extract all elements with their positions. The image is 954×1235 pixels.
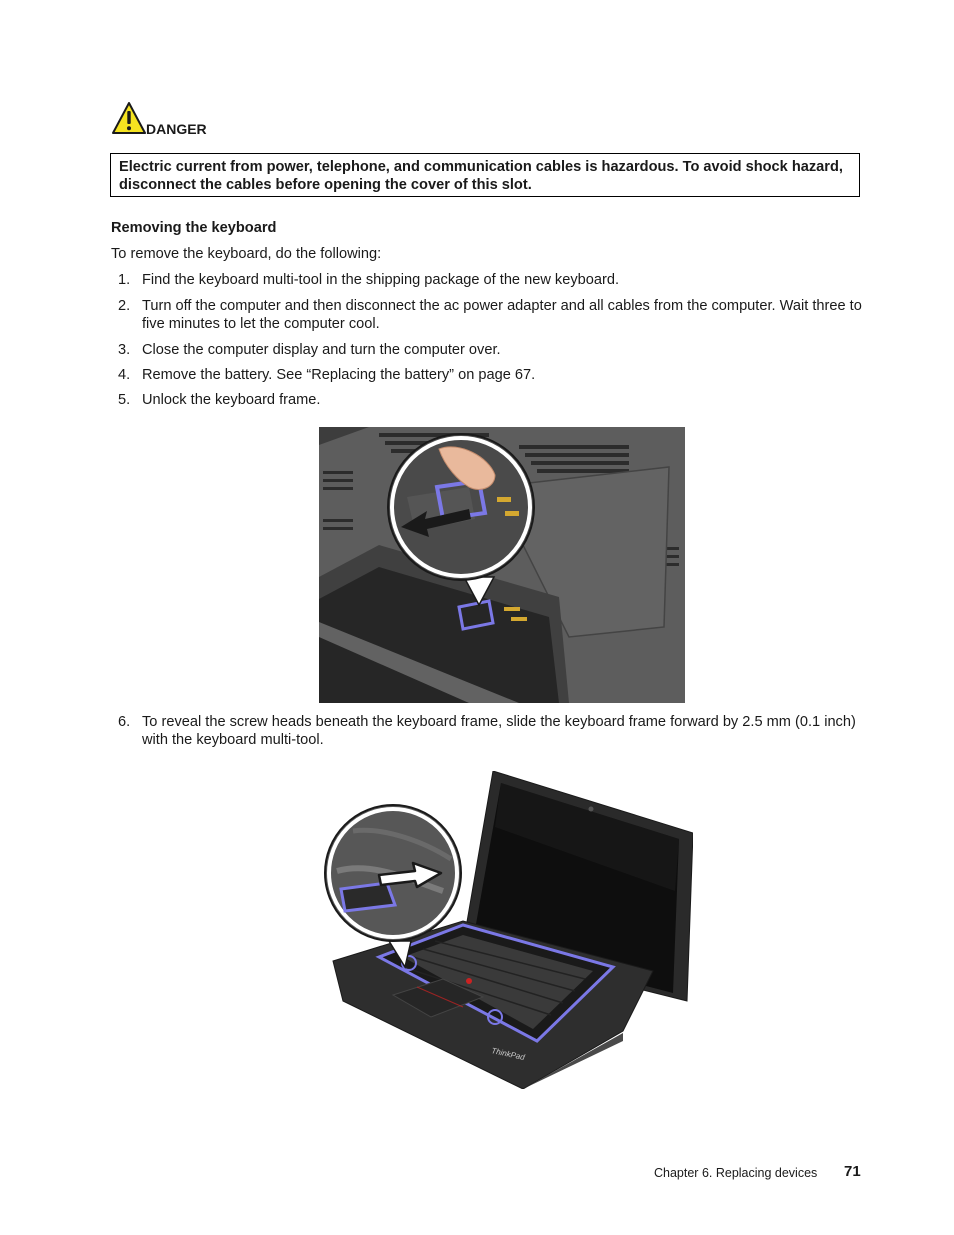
step-number: 1. <box>118 272 131 288</box>
danger-notice: Electric current from power, telephone, and communication cables is hazardous. To avoid shock hazard, disconnect the cables before opening the cover of this slot. <box>110 153 860 197</box>
step-text: Unlock the keyboard frame. <box>142 392 321 408</box>
step-text: Find the keyboard multi-tool in the shipping package of the new keyboard. <box>142 272 620 288</box>
warning-triangle-icon <box>111 101 147 135</box>
step-text: Remove the battery. See “Replacing the battery” on page 67. <box>142 367 536 383</box>
step-number: 6. <box>118 714 131 730</box>
figure-unlock-keyboard-frame <box>319 427 685 703</box>
step-number: 3. <box>118 342 131 358</box>
step-text: To reveal the screw heads beneath the keyboard frame, slide the keyboard frame forward by 2.5 mm (0.1 inch) with the keyboard multi-tool. <box>142 714 856 748</box>
page-number: 71 <box>844 1163 861 1180</box>
figure-slide-keyboard-frame <box>323 771 693 1089</box>
thinkpad-logo: ThinkPad <box>490 1046 526 1062</box>
footer-chapter: Chapter 6. Replacing devices <box>654 1166 818 1180</box>
step-number: 4. <box>118 367 131 383</box>
danger-label: DANGER <box>146 121 207 137</box>
section-title: Removing the keyboard <box>111 220 277 236</box>
intro-text: To remove the keyboard, do the following: <box>111 246 382 262</box>
step-number: 2. <box>118 298 131 314</box>
step-text: Close the computer display and turn the computer over. <box>142 342 501 358</box>
step-number: 5. <box>118 392 131 408</box>
step-text: Turn off the computer and then disconnect the ac power adapter and all cables from the computer. Wait three to five minutes to let the computer cool. <box>142 298 862 332</box>
